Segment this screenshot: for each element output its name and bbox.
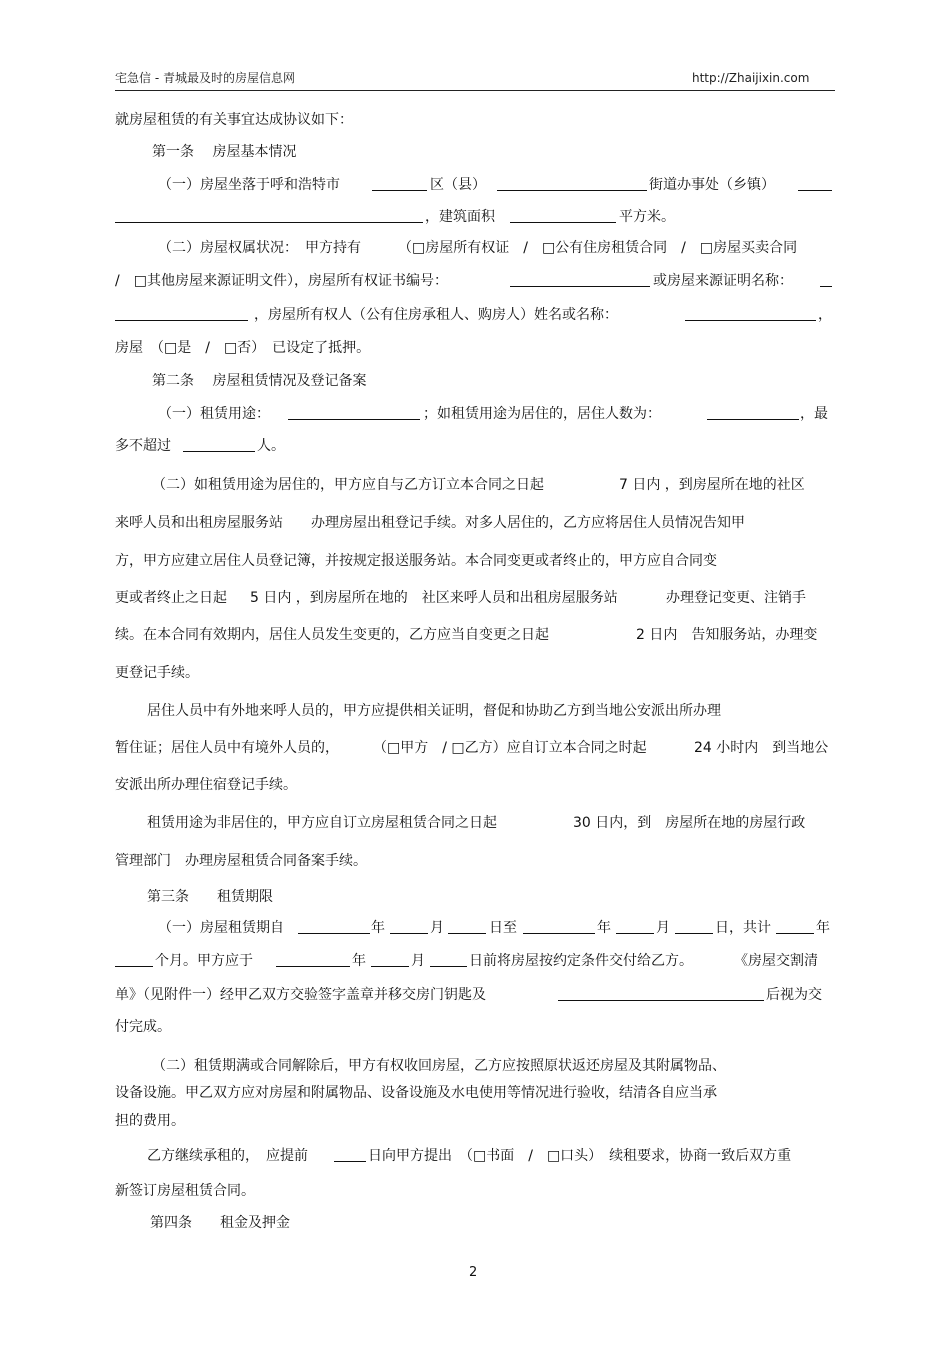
blank-field[interactable]: [430, 953, 467, 971]
blank-field[interactable]: [707, 406, 799, 424]
clause-text: 月: [411, 953, 425, 969]
clause-text: 年: [597, 920, 611, 936]
clause-text: 担的费用。: [115, 1113, 185, 1129]
blank-field[interactable]: [523, 920, 595, 938]
article-3-heading: 第三条 租赁期限: [147, 889, 273, 905]
blank-field[interactable]: [298, 920, 370, 938]
blank-field[interactable]: [820, 273, 832, 291]
clause-text: 人。: [257, 438, 285, 454]
clause-text: 日至: [489, 920, 517, 936]
clause-text: 单》（见附件一）经甲乙双方交验签字盖章并移交房门钥匙及: [115, 987, 486, 1003]
blank-field[interactable]: [183, 438, 255, 456]
clause-text: 乙方继续承租的， 应提前: [147, 1148, 308, 1164]
clause-text: ；如租赁用途为居住的，居住人数为：: [423, 406, 661, 422]
clause-text: （二）房屋权属状况： 甲方持有: [158, 240, 361, 256]
clause-text: （一）房屋坐落于呼和浩特市: [158, 177, 340, 193]
clause-text: 办理登记变更、注销手: [666, 590, 806, 606]
clause-text: ，房屋所有权人（公有住房承租人、购房人）姓名或名称：: [254, 307, 618, 323]
blank-field[interactable]: [510, 209, 616, 227]
clause-text: 方，甲方应建立居住人员登记簿，并按规定报送服务站。本合同变更或者终止的，甲方应自合同变: [115, 553, 717, 569]
blank-field[interactable]: [288, 406, 420, 424]
header-url: http://Zhaijixin.com: [692, 71, 810, 85]
clause-text: 暂住证；居住人员中有境外人员的，: [115, 740, 339, 756]
clause-text: 更登记手续。: [115, 665, 199, 681]
blank-field[interactable]: [798, 177, 832, 195]
blank-field[interactable]: [115, 307, 248, 325]
blank-field[interactable]: [510, 273, 650, 291]
blank-field[interactable]: [776, 920, 814, 938]
clause-text: （一）房屋租赁期自: [158, 920, 284, 936]
clause-text: ，最: [800, 406, 828, 422]
clause-text: （□房屋所有权证 / □公有住房租赁合同 / □房屋买卖合同: [398, 240, 798, 256]
page-number: 2: [469, 1265, 478, 1280]
clause-text: 日前将房屋按约定条件交付给乙方。: [469, 953, 693, 969]
clause-text: （一）租赁用途：: [158, 406, 270, 422]
clause-text: 设备设施。甲乙双方应对房屋和附属物品、设备设施及水电使用等情况进行验收，结清各自应当承: [115, 1085, 717, 1101]
clause-text: 更或者终止之日起: [115, 590, 227, 606]
clause-text: 5 日内 ，到房屋所在地的 社区来呼人员和出租房屋服务站: [250, 590, 618, 606]
clause-text: 安派出所办理住宿登记手续。: [115, 777, 297, 793]
clause-text: 7 日内 ，到房屋所在地的社区: [619, 477, 805, 493]
clause-text: 《房屋交割清: [734, 953, 818, 969]
blank-field[interactable]: [115, 953, 153, 971]
article-4-heading: 第四条 租金及押金: [150, 1215, 290, 1231]
clause-text: 年: [816, 920, 830, 936]
clause-text: 租赁用途为非居住的，甲方应自订立房屋租赁合同之日起: [147, 815, 497, 831]
blank-field[interactable]: [675, 920, 713, 938]
blank-field[interactable]: [372, 177, 427, 195]
article-1-heading: 第一条 房屋基本情况: [152, 144, 297, 160]
blank-field[interactable]: [558, 987, 764, 1005]
clause-text: 续。在本合同有效期内，居住人员发生变更的，乙方应当自变更之日起: [115, 627, 549, 643]
clause-text: （二）如租赁用途为居住的，甲方应自与乙方订立本合同之日起: [152, 477, 544, 493]
clause-text: 2 日内 告知服务站，办理变: [636, 627, 818, 643]
clause-text: 多不超过: [115, 438, 171, 454]
clause-text: 平方米。: [619, 209, 675, 225]
blank-field[interactable]: [497, 177, 647, 195]
blank-field[interactable]: [115, 209, 423, 227]
clause-text: 管理部门 办理房屋租赁合同备案手续。: [115, 853, 367, 869]
clause-text: 付完成。: [115, 1019, 171, 1035]
clause-text: 新签订房屋租赁合同。: [115, 1183, 255, 1199]
article-2-heading: 第二条 房屋租赁情况及登记备案: [152, 373, 367, 389]
blank-field[interactable]: [616, 920, 654, 938]
blank-field[interactable]: [685, 307, 816, 325]
header-divider: [115, 90, 835, 91]
clause-text: 30 日内，到 房屋所在地的房屋行政: [573, 815, 806, 831]
clause-text: 区（县）: [430, 177, 486, 193]
clause-text: 年: [352, 953, 366, 969]
clause-text: 日，共计: [715, 920, 771, 936]
clause-text: 后视为交: [766, 987, 822, 1003]
blank-field[interactable]: [371, 953, 409, 971]
clause-text: 或房屋来源证明名称：: [653, 273, 793, 289]
clause-text: 房屋 （□是 / □否） 已设定了抵押。: [115, 340, 371, 356]
clause-text: 24 小时内 到当地公: [694, 740, 829, 756]
header-site-name: 宅急信 - 青城最及时的房屋信息网: [115, 71, 295, 85]
clause-text: 年: [371, 920, 385, 936]
blank-field[interactable]: [276, 953, 350, 971]
clause-text: 月: [430, 920, 444, 936]
clause-text: ，建筑面积: [425, 209, 495, 225]
clause-text: （二）租赁期满或合同解除后，甲方有权收回房屋，乙方应按照原状返还房屋及其附属物品、: [152, 1058, 726, 1074]
blank-field[interactable]: [448, 920, 486, 938]
clause-text: 个月。甲方应于: [155, 953, 253, 969]
intro-line: 就房屋租赁的有关事宜达成协议如下：: [115, 112, 353, 128]
blank-field[interactable]: [390, 920, 428, 938]
clause-text: 街道办事处（乡镇）: [649, 177, 775, 193]
blank-field[interactable]: [334, 1148, 366, 1166]
clause-text: 月: [656, 920, 670, 936]
clause-text: 居住人员中有外地来呼人员的，甲方应提供相关证明，督促和协助乙方到当地公安派出所办理: [147, 703, 721, 719]
clause-text: / □其他房屋来源证明文件），房屋所有权证书编号：: [115, 273, 448, 289]
clause-text: ，: [818, 307, 832, 323]
clause-text: （□甲方 / □乙方）应自订立本合同之时起: [373, 740, 647, 756]
clause-text: 来呼人员和出租房屋服务站 办理房屋出租登记手续。对多人居住的，乙方应将居住人员情况告知甲: [115, 515, 745, 531]
clause-text: 日向甲方提出 （□书面 / □口头） 续租要求，协商一致后双方重: [368, 1148, 792, 1164]
